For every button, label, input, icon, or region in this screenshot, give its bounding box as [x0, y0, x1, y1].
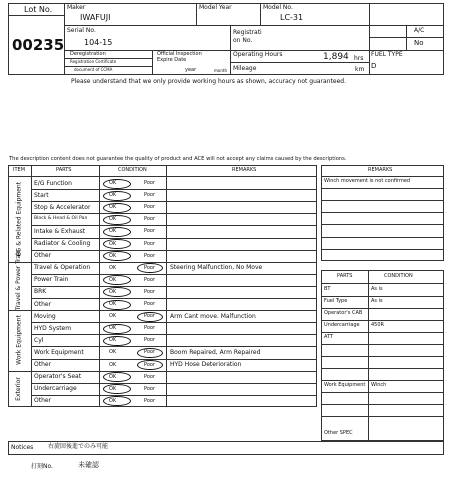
serial-value: 104-15	[84, 38, 113, 47]
poor-option: Poor	[144, 204, 156, 211]
condition-circle	[137, 360, 163, 370]
ac-label: A/C	[414, 27, 425, 34]
ok-option: OK	[109, 192, 117, 199]
right-part-label: Work Equipment	[324, 382, 366, 388]
poor-option: Poor	[144, 180, 156, 186]
part-label: Radiator & Cooling	[34, 240, 91, 247]
poor-option: Poor	[144, 216, 156, 223]
model-no-label: Model No.	[263, 4, 293, 11]
part-label: Other	[34, 252, 52, 260]
header-frame	[8, 3, 444, 75]
poor-option: Poor	[144, 385, 156, 392]
part-label: HYD System	[34, 324, 72, 332]
condition-circle	[103, 324, 131, 334]
group-label: EG & Related Equipment	[15, 182, 23, 257]
remarks-cell: Arm Cant move. Malfunction	[170, 312, 256, 320]
remarks-cell: Boom Repaired, Arm Repaired	[170, 348, 261, 356]
notices-value: 右旋回後進でのみ可能	[48, 443, 109, 450]
part-label: Other	[34, 300, 52, 308]
ok-option: OK	[109, 385, 117, 392]
hrs-unit: hrs	[354, 55, 364, 62]
condition-circle	[103, 239, 131, 249]
ok-option: OK	[109, 325, 117, 332]
right-col-condition: CONDITION	[384, 273, 413, 279]
right-part-label: Other SPEC	[324, 430, 353, 436]
poor-option: Poor	[144, 276, 156, 283]
official-inspection-label: Official Inspection	[157, 51, 202, 57]
ok-option: OK	[109, 288, 117, 295]
deregistration-label: Deregistration	[70, 51, 106, 57]
condition-circle	[137, 348, 163, 358]
ok-option: OK	[109, 397, 117, 404]
col-item: ITEM	[13, 167, 26, 173]
part-label: Other	[34, 361, 52, 368]
right-part-value: 450R	[371, 322, 385, 328]
disclaimer: The description content does not guarantee the quality of product and ACE will not accept any claims caused by the descriptions.	[9, 156, 347, 162]
ok-option: OK	[109, 180, 117, 186]
right-remarks-header: REMARKS	[368, 167, 393, 173]
col-condition: CONDITION	[118, 167, 147, 173]
month-label: month	[214, 68, 227, 73]
part-label: E/G Function	[34, 179, 72, 187]
ok-option: OK	[109, 337, 117, 344]
part-label: Travel & Operation	[34, 264, 91, 272]
print-no-label: 打刻No.	[31, 463, 53, 470]
part-label: BRK	[34, 288, 47, 296]
group-label: Work Equipment	[15, 315, 23, 366]
ok-option: OK	[109, 276, 117, 283]
poor-option: Poor	[144, 228, 156, 235]
ok-option: OK	[109, 301, 117, 307]
part-label: Intake & Exhaust	[34, 227, 86, 235]
condition-circle	[103, 203, 131, 213]
fuel-type-label: FUEL TYPE	[371, 51, 403, 58]
poor-option: Poor	[144, 349, 156, 356]
right-part-value: Winch	[371, 382, 387, 388]
maker-value: IWAFUJI	[80, 13, 111, 22]
ok-option: OK	[109, 264, 117, 271]
poor-option: Poor	[144, 264, 156, 271]
fuel-type-value: D	[371, 62, 377, 70]
poor-option: Poor	[144, 325, 156, 332]
part-label: Moving	[34, 312, 56, 320]
poor-option: Poor	[144, 301, 156, 307]
ac-value: No	[414, 39, 424, 47]
group-label: Travel & Power Train	[15, 249, 23, 311]
poor-option: Poor	[144, 337, 156, 344]
part-label: Other	[34, 397, 52, 405]
notices-label: Notices	[11, 444, 34, 451]
model-year-label: Model Year	[199, 4, 232, 11]
serial-label: Serial No.	[67, 27, 96, 34]
mileage-label: Mileage	[233, 65, 257, 72]
working-hours-label: Operating Hours	[233, 51, 283, 58]
part-label: Power Train	[34, 276, 69, 284]
registration-label: Registrati	[233, 29, 262, 36]
ok-option: OK	[109, 313, 117, 320]
ok-option: OK	[109, 240, 117, 247]
condition-circle	[137, 312, 163, 322]
right-part-value: As is	[371, 286, 383, 292]
part-label: Cyl	[34, 336, 44, 344]
condition-circle	[103, 191, 131, 201]
working-hours-value: 1,894	[323, 52, 349, 62]
right-part-label: Undercarriage	[324, 322, 360, 328]
part-label: Start	[34, 191, 49, 199]
group-label: Exterior	[15, 376, 23, 401]
expire-date-label: Expire Date	[157, 57, 187, 63]
poor-option: Poor	[144, 192, 156, 199]
remarks-cell: Steering Malfunction, No Move	[170, 264, 263, 272]
right-part-label: BT	[324, 286, 331, 292]
condition-circle	[103, 336, 131, 346]
right-part-label: Fuel Type	[324, 298, 348, 304]
right-part-label: ATT	[324, 334, 334, 340]
right-part-value: As is	[371, 298, 383, 304]
part-label: Block & Head & Oil Pan	[34, 215, 88, 221]
ok-option: OK	[109, 252, 117, 259]
lot-number: 00235	[12, 36, 65, 54]
hours-note: Please understand that we only provide working hours as shown, accuracy not guaranteed.	[71, 78, 346, 85]
poor-option: Poor	[144, 361, 156, 368]
ok-option: OK	[109, 349, 117, 356]
col-remarks: REMARKS	[232, 167, 257, 173]
poor-option: Poor	[144, 252, 156, 259]
print-no-value: 未確認	[78, 461, 99, 469]
document-label: document of CCMA	[74, 67, 113, 72]
part-label: Operator's Seat	[34, 373, 82, 381]
maker-label: Maker	[67, 4, 86, 11]
year-label: year	[185, 67, 197, 73]
ok-option: OK	[109, 373, 117, 380]
part-label: Work Equipment	[34, 348, 84, 356]
poor-option: Poor	[144, 313, 156, 320]
ok-option: OK	[109, 204, 117, 211]
right-part-label: Operator's CAB	[324, 310, 363, 316]
right-col-parts: PARTS	[337, 273, 353, 279]
km-unit: km	[355, 66, 365, 73]
right-remarks-first: Winch movement is not confirmed	[324, 178, 411, 184]
ok-option: OK	[109, 216, 117, 223]
lot-label: Lot No.	[24, 5, 53, 14]
condition-circle	[103, 227, 131, 237]
part-label: Stop & Accelerator	[34, 203, 91, 211]
poor-option: Poor	[144, 373, 156, 380]
ok-option: OK	[109, 228, 117, 235]
registration-certificate-label: Registration Certificate	[70, 59, 117, 64]
condition-circle	[103, 300, 131, 310]
poor-option: Poor	[144, 397, 156, 404]
remarks-cell: HYD Hose Deterioration	[170, 361, 242, 368]
condition-circle	[103, 179, 131, 189]
col-parts: PARTS	[56, 167, 72, 173]
registration-label-2: on No.	[233, 37, 253, 44]
model-no-value: LC-31	[280, 13, 304, 22]
ok-option: OK	[109, 361, 117, 368]
poor-option: Poor	[144, 240, 156, 247]
part-label: Undercarriage	[34, 385, 77, 393]
poor-option: Poor	[144, 288, 156, 295]
condition-circle	[103, 215, 131, 225]
